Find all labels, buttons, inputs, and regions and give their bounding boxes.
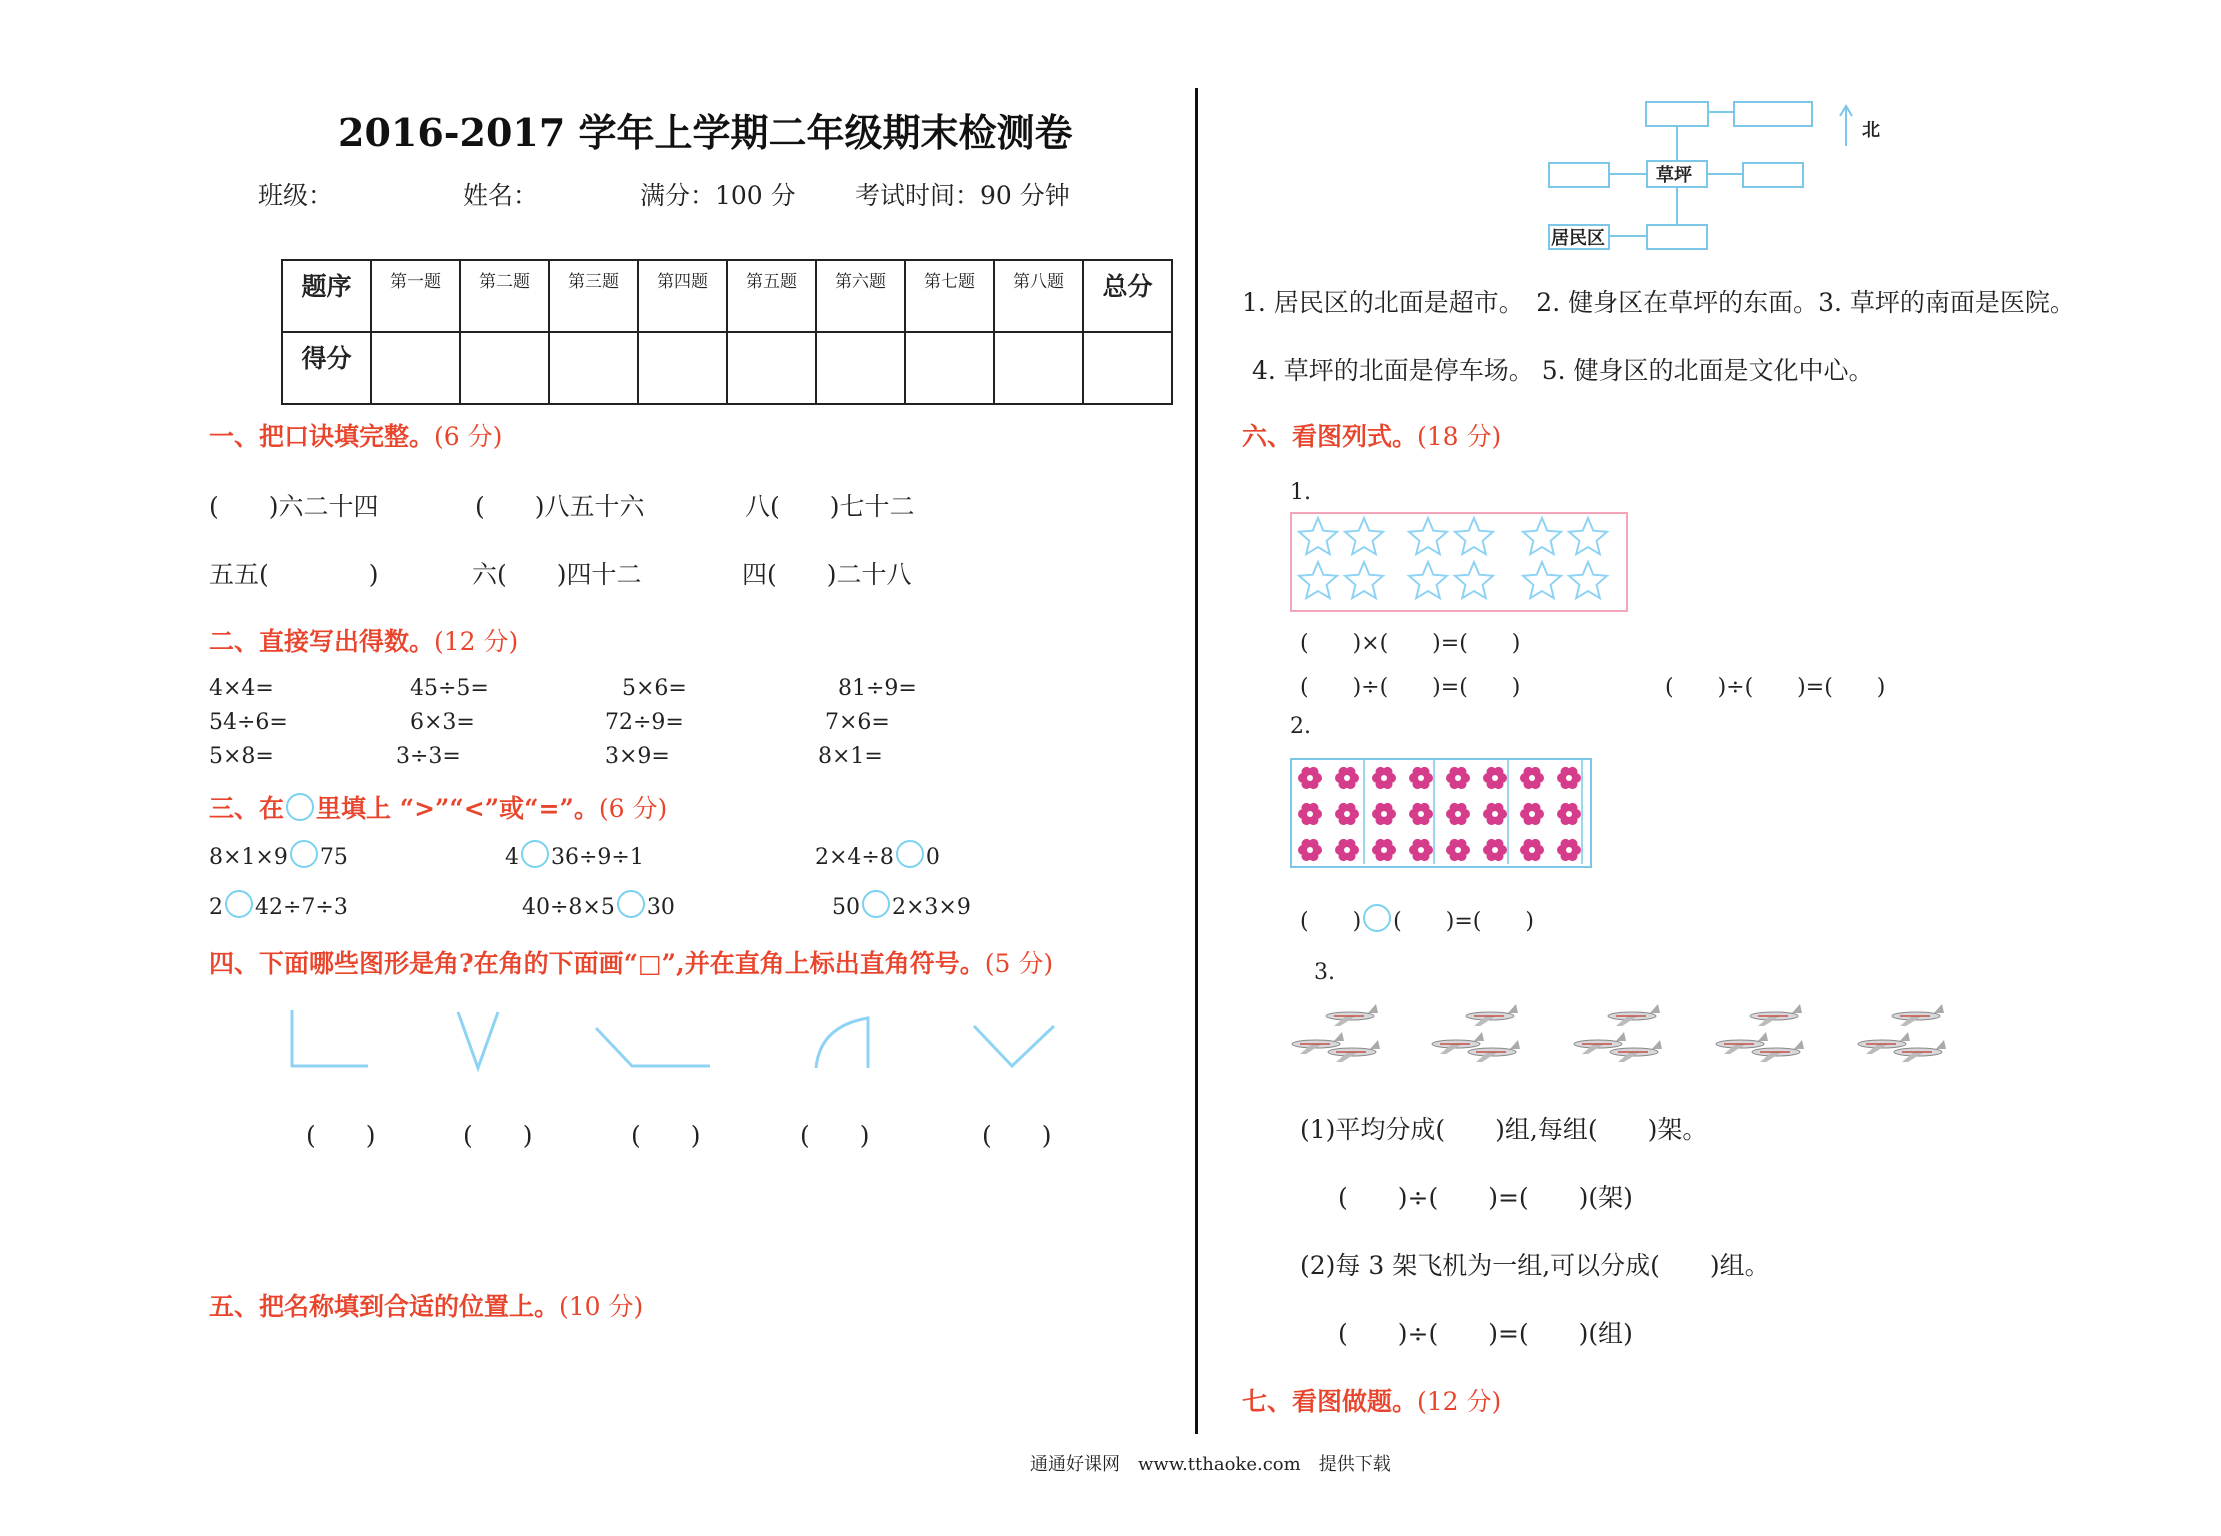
flower-icon <box>1557 767 1581 789</box>
angle-answer[interactable]: ( ) <box>306 1121 376 1150</box>
map-label-residential: 居民区 <box>1551 228 1605 249</box>
score-col: 第八题 <box>994 260 1083 332</box>
map-connector <box>1676 125 1678 161</box>
flower-icon <box>1446 839 1470 861</box>
airplane-icon <box>1466 1004 1518 1026</box>
name-label: 姓名： <box>463 181 539 210</box>
plane-group <box>1290 996 1970 1076</box>
flower-icon <box>1298 839 1322 861</box>
score-col: 第六题 <box>816 260 905 332</box>
clue-line-1: 1. 居民区的北面是超市。 2. 健身区在草坪的东面。3. 草坪的南面是医院。 <box>1242 288 2075 317</box>
map-connector <box>1706 173 1742 175</box>
section6-heading: 六、看图列式。(18 分) <box>1242 422 1502 451</box>
score-table-header: 题序 <box>282 260 371 332</box>
angle-answer[interactable]: ( ) <box>631 1121 701 1150</box>
star-icon <box>1523 562 1561 598</box>
section1-item: ( )八五十六 <box>475 492 645 521</box>
map-connector <box>1608 235 1646 237</box>
score-col: 第一题 <box>371 260 460 332</box>
score-col: 第三题 <box>549 260 638 332</box>
section1-heading: 一、把口诀填完整。(6 分) <box>209 422 503 451</box>
star-icon <box>1569 562 1607 598</box>
compare-item: 2×4÷8 0 <box>815 840 940 870</box>
flower-icon <box>1520 803 1544 825</box>
angle-answer[interactable]: ( ) <box>982 1121 1052 1150</box>
flower-icon <box>1372 803 1396 825</box>
calc-item: 45÷5= <box>410 676 489 701</box>
airplane-icon <box>1326 1004 1378 1026</box>
compare-item: 50 2×3×9 <box>832 890 971 920</box>
section1-item: 六( )四十二 <box>472 560 642 589</box>
star-icon <box>1299 518 1337 554</box>
flower-icon <box>1335 767 1359 789</box>
page-title: 2016-2017 学年上学期二年级期末检测卷 <box>338 110 1073 155</box>
score-row-label: 得分 <box>282 332 371 404</box>
calc-item: 7×6= <box>825 710 890 735</box>
q1-number: 1. <box>1290 480 1311 505</box>
section4-heading: 四、下面哪些图形是角?在角的下面画“□”,并在直角上标出直角符号。(5 分) <box>209 949 1054 978</box>
star-icon <box>1569 518 1607 554</box>
calc-item: 54÷6= <box>209 710 288 735</box>
q3-part2: (2)每 3 架飞机为一组,可以分成( )组。 <box>1300 1251 1770 1280</box>
map-label-lawn: 草坪 <box>1656 165 1692 186</box>
score-col: 第二题 <box>460 260 549 332</box>
score-col: 第七题 <box>905 260 994 332</box>
flower-icon <box>1520 839 1544 861</box>
calc-item: 3÷3= <box>396 744 461 769</box>
star-icon <box>1299 562 1337 598</box>
score-total-header: 总分 <box>1083 260 1172 332</box>
flower-icon <box>1446 767 1470 789</box>
map-connector <box>1608 173 1646 175</box>
flower-icon <box>1483 767 1507 789</box>
calc-item: 3×9= <box>605 744 670 769</box>
q1-line2b: ( )÷( )=( ) <box>1665 675 1886 700</box>
compare-item: 40÷8×5 30 <box>522 890 675 920</box>
section3-heading: 三、在 里填上 “>”“<”或“=”。(6 分) <box>209 794 668 823</box>
star-icon <box>1455 518 1493 554</box>
calc-item: 4×4= <box>209 676 274 701</box>
angle-answer[interactable]: ( ) <box>463 1121 533 1150</box>
calc-item: 72÷9= <box>605 710 684 735</box>
angle-figure <box>596 1028 710 1066</box>
full-score: 满分：100 分 <box>640 181 796 210</box>
q1-line2a: ( )÷( )=( ) <box>1300 675 1521 700</box>
q2-number: 2. <box>1290 714 1311 739</box>
column-divider <box>1195 88 1198 1434</box>
q3-number: 3. <box>1314 960 1335 985</box>
flower-icon <box>1335 839 1359 861</box>
calc-item: 81÷9= <box>838 676 917 701</box>
flower-group <box>1290 758 1590 866</box>
q3-part2-eq: ( )÷( )=( )(组) <box>1338 1319 1633 1348</box>
compare-item: 4 36÷9÷1 <box>505 840 644 870</box>
angle-answer[interactable]: ( ) <box>800 1121 870 1150</box>
q3-part1: (1)平均分成( )组,每组( )架。 <box>1300 1115 1708 1144</box>
star-icon <box>1345 518 1383 554</box>
section1-item: 五五( ) <box>209 560 379 589</box>
flower-icon <box>1557 839 1581 861</box>
section2-heading: 二、直接写出得数。(12 分) <box>209 627 519 656</box>
score-col: 第五题 <box>727 260 816 332</box>
operator-circle[interactable] <box>1363 904 1391 932</box>
angle-figure <box>458 1012 498 1068</box>
map-box-empty[interactable] <box>1742 162 1804 188</box>
flower-icon <box>1298 803 1322 825</box>
calc-item: 6×3= <box>410 710 475 735</box>
angle-figure <box>816 1018 868 1068</box>
flower-icon <box>1520 767 1544 789</box>
calc-item: 5×8= <box>209 744 274 769</box>
flower-icon <box>1409 839 1433 861</box>
angle-figure <box>292 1010 368 1066</box>
class-label: 班级： <box>258 181 334 210</box>
q3-part1-eq: ( )÷( )=( )(架) <box>1338 1183 1633 1212</box>
flower-icon <box>1335 803 1359 825</box>
section1-item: ( )六二十四 <box>209 492 379 521</box>
section1-item: 八( )七十二 <box>745 492 915 521</box>
flower-icon <box>1446 803 1470 825</box>
section5-heading: 五、把名称填到合适的位置上。(10 分) <box>209 1292 644 1321</box>
star-icon <box>1523 518 1561 554</box>
calc-item: 8×1= <box>818 744 883 769</box>
flower-icon <box>1372 767 1396 789</box>
compare-item: 2 42÷7÷3 <box>209 890 348 920</box>
map-box-empty[interactable] <box>1548 162 1610 188</box>
flower-icon <box>1409 803 1433 825</box>
angle-figure <box>974 1026 1054 1066</box>
star-icon <box>1345 562 1383 598</box>
footer: 通通好课网 www.tthaoke.com 提供下载 <box>1030 1454 1391 1475</box>
airplane-icon <box>1892 1004 1944 1026</box>
map-north-label: 北 <box>1862 120 1880 141</box>
flower-icon <box>1557 803 1581 825</box>
q1-line1: ( )×( )=( ) <box>1300 631 1521 656</box>
star-icon <box>1409 562 1447 598</box>
map-connector <box>1707 111 1733 113</box>
flower-icon <box>1483 839 1507 861</box>
compare-item: 8×1×9 75 <box>209 840 348 870</box>
star-icon <box>1409 518 1447 554</box>
airplane-icon <box>1750 1004 1802 1026</box>
q2-equation: ( ) ( )=( ) <box>1300 904 1534 935</box>
map-box-empty[interactable] <box>1733 101 1813 127</box>
flower-icon <box>1409 767 1433 789</box>
map-box-empty[interactable] <box>1646 224 1708 250</box>
score-col: 第四题 <box>638 260 727 332</box>
calc-item: 5×6= <box>622 676 687 701</box>
map-connector <box>1676 186 1678 224</box>
flower-icon <box>1298 767 1322 789</box>
north-arrow-icon <box>1838 102 1858 148</box>
star-group <box>1290 512 1626 610</box>
section1-item: 四( )二十八 <box>742 560 912 589</box>
flower-icon <box>1483 803 1507 825</box>
airplane-icon <box>1608 1004 1660 1026</box>
clue-line-2: 4. 草坪的北面是停车场。 5. 健身区的北面是文化中心。 <box>1252 356 1874 385</box>
exam-time: 考试时间：90 分钟 <box>855 181 1070 210</box>
map-box-empty[interactable] <box>1645 101 1709 127</box>
section7-heading: 七、看图做题。(12 分) <box>1242 1387 1502 1416</box>
star-icon <box>1455 562 1493 598</box>
flower-icon <box>1372 839 1396 861</box>
